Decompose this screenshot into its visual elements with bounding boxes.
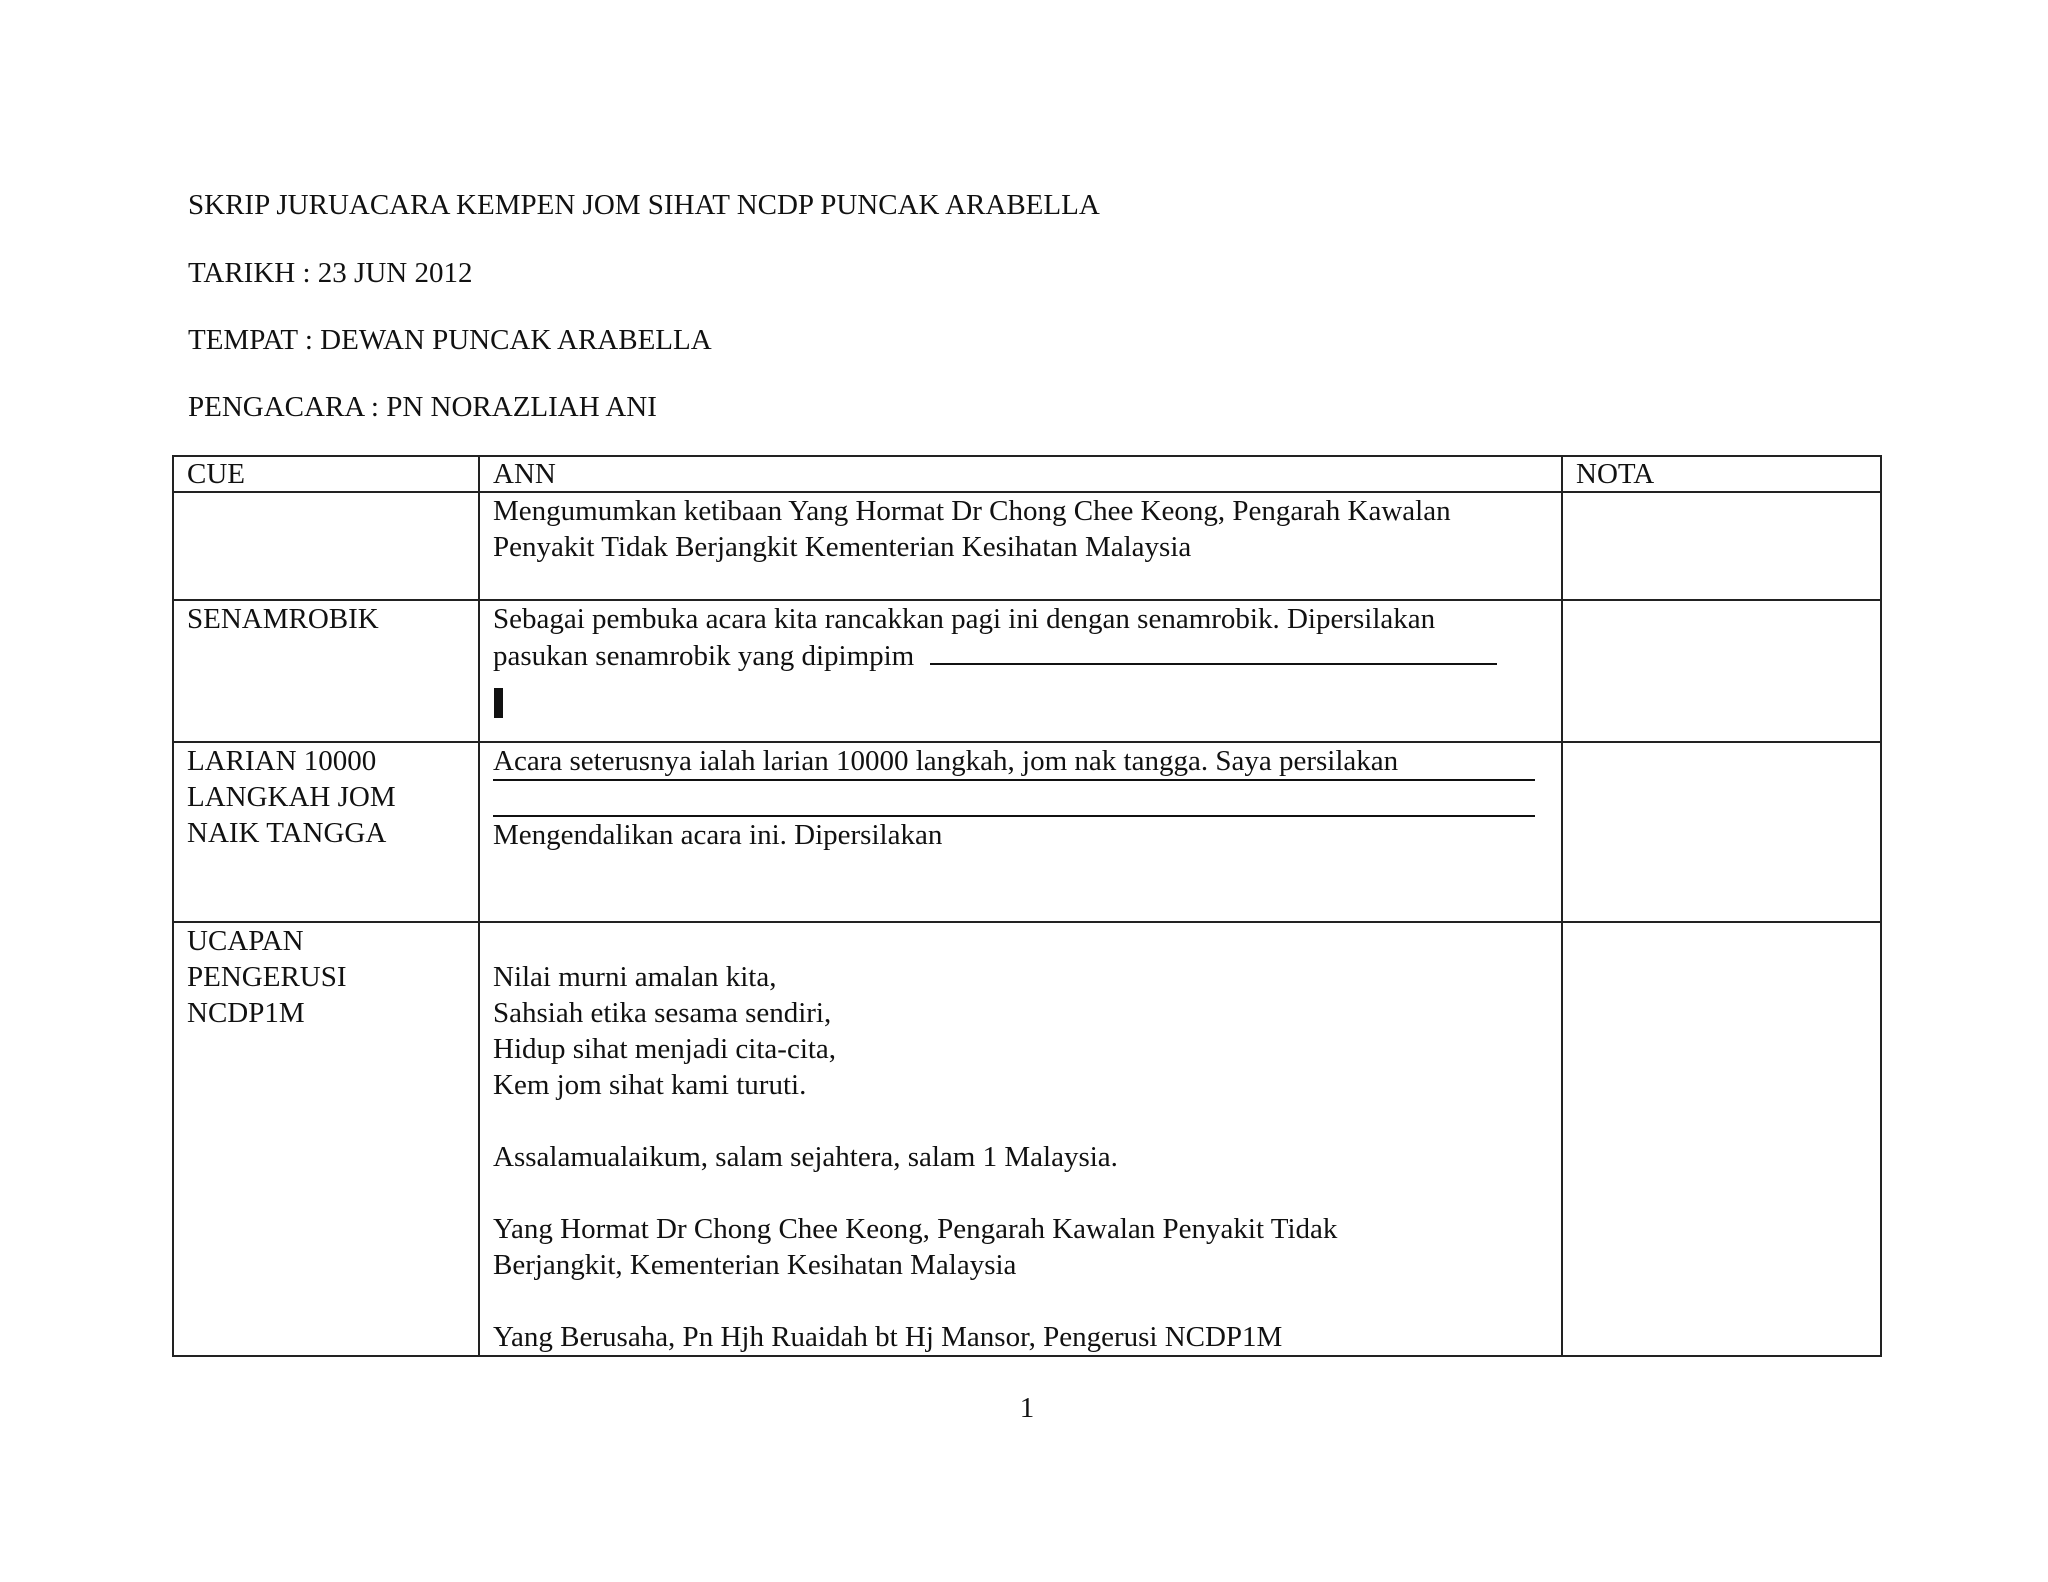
ann-text-line: pasukan senamrobik yang dipimpim	[493, 640, 915, 672]
spacer	[493, 1103, 1549, 1139]
emcee-script-table	[172, 455, 1882, 1357]
cue-cell	[173, 922, 479, 1356]
blank-spacer	[493, 781, 1549, 815]
cue-cell	[173, 742, 479, 922]
ann-cell	[479, 922, 1562, 1356]
text-cursor-marker	[494, 688, 503, 718]
verse-line: Hidup sihat menjadi cita-cita,	[493, 1033, 837, 1065]
ann-text-line: Mengendalikan acara ini. Dipersilakan	[493, 819, 943, 851]
verse-line: Nilai murni amalan kita,	[493, 961, 777, 993]
column-header-ann: ANN	[479, 456, 1562, 492]
address-line: Yang Berusaha, Pn Hjh Ruaidah bt Hj Mansor, Pengerusi NCDP1M	[493, 1321, 1283, 1353]
address-line: Berjangkit, Kementerian Kesihatan Malaysia	[493, 1249, 1017, 1281]
nota-cell	[1562, 492, 1881, 600]
spacer	[493, 1283, 1549, 1319]
page-number: 1	[1019, 1392, 1035, 1424]
cue-cell: SENAMROBIK	[173, 600, 479, 742]
cursor-line	[493, 674, 1549, 727]
nota-cell	[1562, 742, 1881, 922]
ann-cell	[479, 600, 1562, 742]
event-venue: TEMPAT : DEWAN PUNCAK ARABELLA	[188, 324, 712, 356]
address-line: Yang Hormat Dr Chong Chee Keong, Pengarah Kawalan Penyakit Tidak	[493, 1213, 1338, 1245]
ann-cell	[479, 742, 1562, 922]
cue-text-line: LARIAN 10000	[187, 745, 377, 777]
nota-cell	[1562, 600, 1881, 742]
ann-text-line: Sebagai pembuka acara kita rancakkan pagi ini dengan senamrobik. Dipersilakan	[493, 603, 1436, 635]
column-header-nota: NOTA	[1562, 456, 1881, 492]
event-emcee: PENGACARA : PN NORAZLIAH ANI	[188, 391, 657, 423]
spacer	[493, 923, 1549, 959]
table-header-row	[173, 456, 1881, 492]
column-header-cue: CUE	[173, 456, 479, 492]
table-row	[173, 600, 1881, 742]
verse-line: Sahsiah etika sesama sendiri,	[493, 997, 832, 1029]
cue-text-line: LANGKAH JOM	[187, 781, 396, 813]
event-date: TARIKH : 23 JUN 2012	[188, 257, 473, 289]
table-row	[173, 492, 1881, 600]
document-title: SKRIP JURUACARA KEMPEN JOM SIHAT NCDP PUNCAK ARABELLA	[188, 189, 1100, 221]
cue-text-line: NAIK TANGGA	[187, 817, 387, 849]
cue-text-line: UCAPAN	[187, 925, 304, 957]
ann-text: Mengumumkan ketibaan Yang Hormat Dr Chong Chee Keong, Pengarah Kawalan Penyakit Tidak Berjangkit Kementerian Kesihatan Malaysia	[493, 495, 1451, 563]
cue-text-line: NCDP1M	[187, 997, 305, 1029]
verse-line: Kem jom sihat kami turuti.	[493, 1069, 807, 1101]
fill-in-blank-line	[930, 637, 1497, 665]
ann-cell	[479, 492, 1562, 600]
cue-text-line: PENGERUSI	[187, 961, 347, 993]
nota-cell	[1562, 922, 1881, 1356]
ann-text-line: Acara seterusnya ialah larian 10000 langkah, jom nak tangga. Saya persilakan	[493, 745, 1399, 777]
table-row	[173, 922, 1881, 1356]
spacer	[493, 1175, 1549, 1211]
table-row	[173, 742, 1881, 922]
cue-cell	[173, 492, 479, 600]
greeting-line: Assalamualaikum, salam sejahtera, salam 1 Malaysia.	[493, 1141, 1118, 1173]
